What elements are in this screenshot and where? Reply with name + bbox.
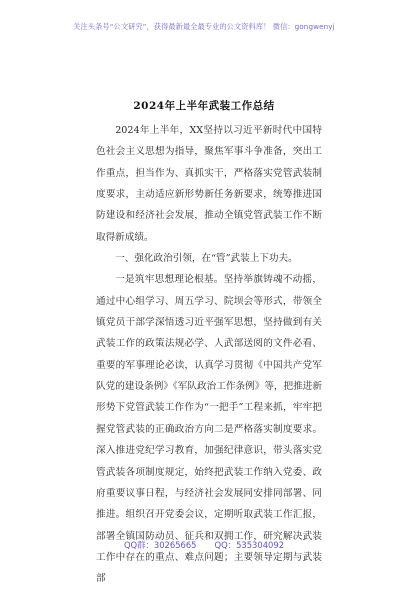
header-banner: 关注头条号“公文研究”，获得最新最全最专业的公文资料库！ 微信：gongwenyj [73,22,335,31]
paragraph-section-heading: 一、强化政治引领，在“管”武装上下功夫。 [115,253,298,265]
footer-qq-group: QQ群：30265665 [123,540,197,550]
footer-contact [0,539,408,551]
paragraph-intro: 2024年上半年，XX坚持以习近平新时代中国特色社会主义思想为指导，聚焦军事斗争准备，突出工作重点，担当作为、真抓实干，严格落实党管武装制度要求，主动适应新形势新任务新要求，统筹推进国防建设和经济社会发展，推动全镇党管武装工作不断取得新成绩。 [96,125,322,243]
document-title: 2024年上半年武装工作总结 [133,100,275,112]
paragraph-section-body: 一是筑牢思想理论根基。坚持举旗铸魂不动摇，通过中心组学习、周五学习、院坝会等形式，带领全镇党员干部学深悟透习近平强军思想，坚持做到有关武装工作的政策法规必学、人武部送阅的文件必看、重要的军事理论必读，认真学习贯彻《中国共产党军队党的建设条例》《军队政治工作条例》等，把推进新形势下党管武装工作作为“一把手”工程来抓，牢牢把握党管武装的正确政治方向二是严格落实制度要求。深入推进党纪学习教育，加强纪律意识，带头落实党管武装各项制度规定，始终把武装工作纳入党委、政府重要议事日程，与经济社会发展同安排同部署、同推进。组织召开党委会议，定期听取武装工作汇报，部署全镇国防动员、征兵和双拥工作，研究解决武装工作中存在的重点、难点问题；主要领导定期与武装部 [96,274,322,585]
footer-qq-number: QQ：535304092 [214,540,285,550]
document-body [96,120,322,590]
